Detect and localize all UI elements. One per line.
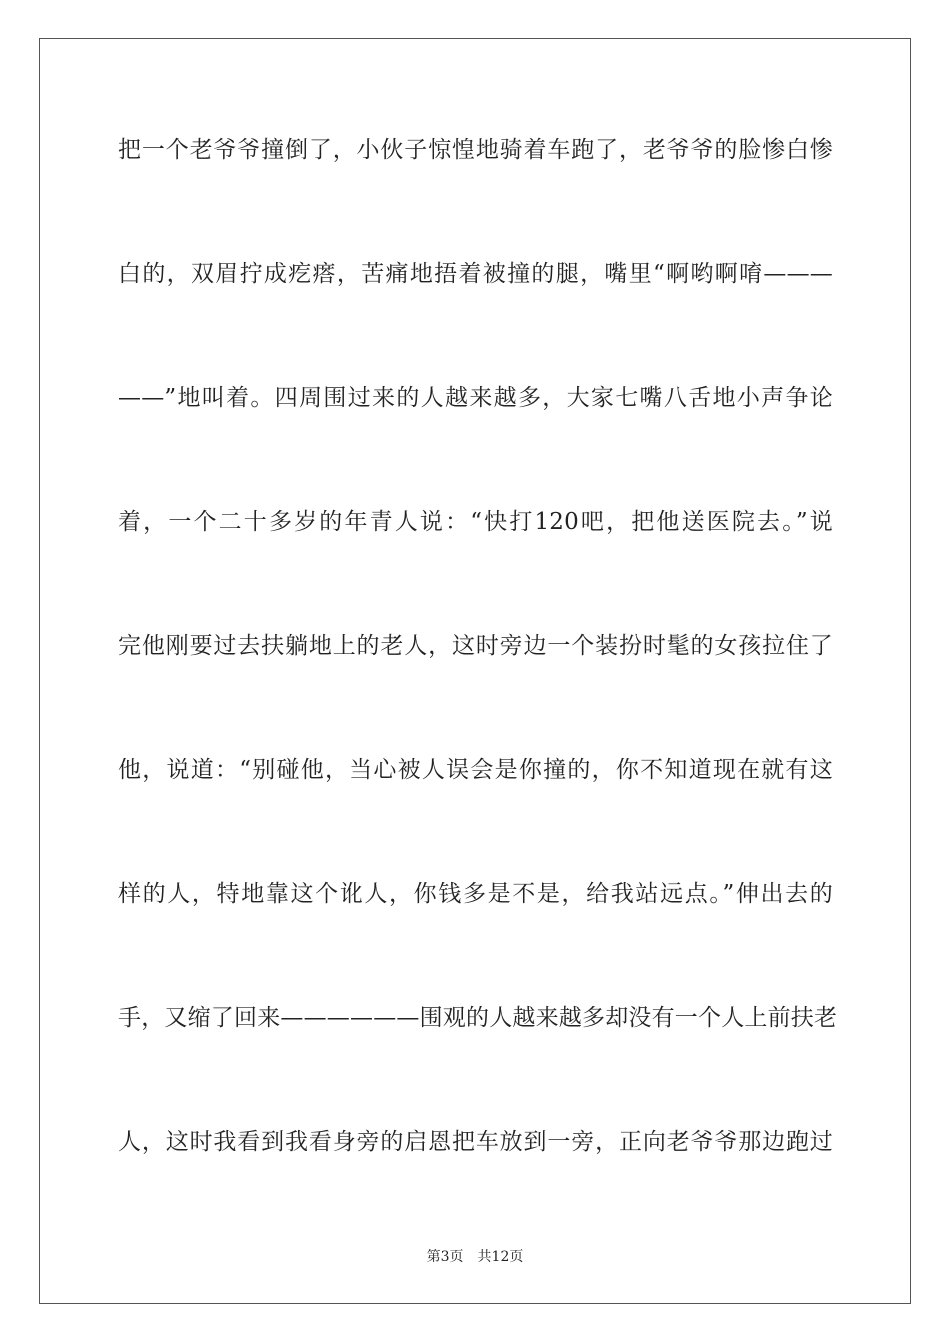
body-text-line: 人，这时我看到我看身旁的启恩把车放到一旁，正向老爷爷那边跑过	[118, 1129, 833, 1155]
body-text-line: 把一个老爷爷撞倒了，小伙子惊惶地骑着车跑了，老爷爷的脸惨白惨	[118, 137, 833, 163]
page-footer	[0, 1248, 950, 1266]
body-text-line: 白的，双眉拧成疙瘩，苦痛地捂着被撞的腿，嘴里“啊哟啊唷———	[118, 261, 833, 287]
body-text-line: ——”地叫着。四周围过来的人越来越多，大家七嘴八舌地小声争论	[118, 385, 833, 411]
page-number: 第3页	[426, 1249, 464, 1265]
total-pages: 共12页	[477, 1249, 524, 1265]
page-border	[39, 38, 911, 1304]
body-text-line: 他，说道：“别碰他，当心被人误会是你撞的，你不知道现在就有这	[118, 757, 833, 783]
body-text-line: 样的人，特地靠这个讹人，你钱多是不是，给我站远点。”伸出去的	[118, 881, 833, 907]
body-text-line: 手，又缩了回来——————围观的人越来越多却没有一个人上前扶老	[118, 1005, 838, 1031]
body-text-line: 着，一个二十多岁的年青人说：“快打120吧，把他送医院去。”说	[118, 509, 833, 535]
body-text-line: 完他刚要过去扶躺地上的老人，这时旁边一个装扮时髦的女孩拉住了	[118, 633, 833, 659]
